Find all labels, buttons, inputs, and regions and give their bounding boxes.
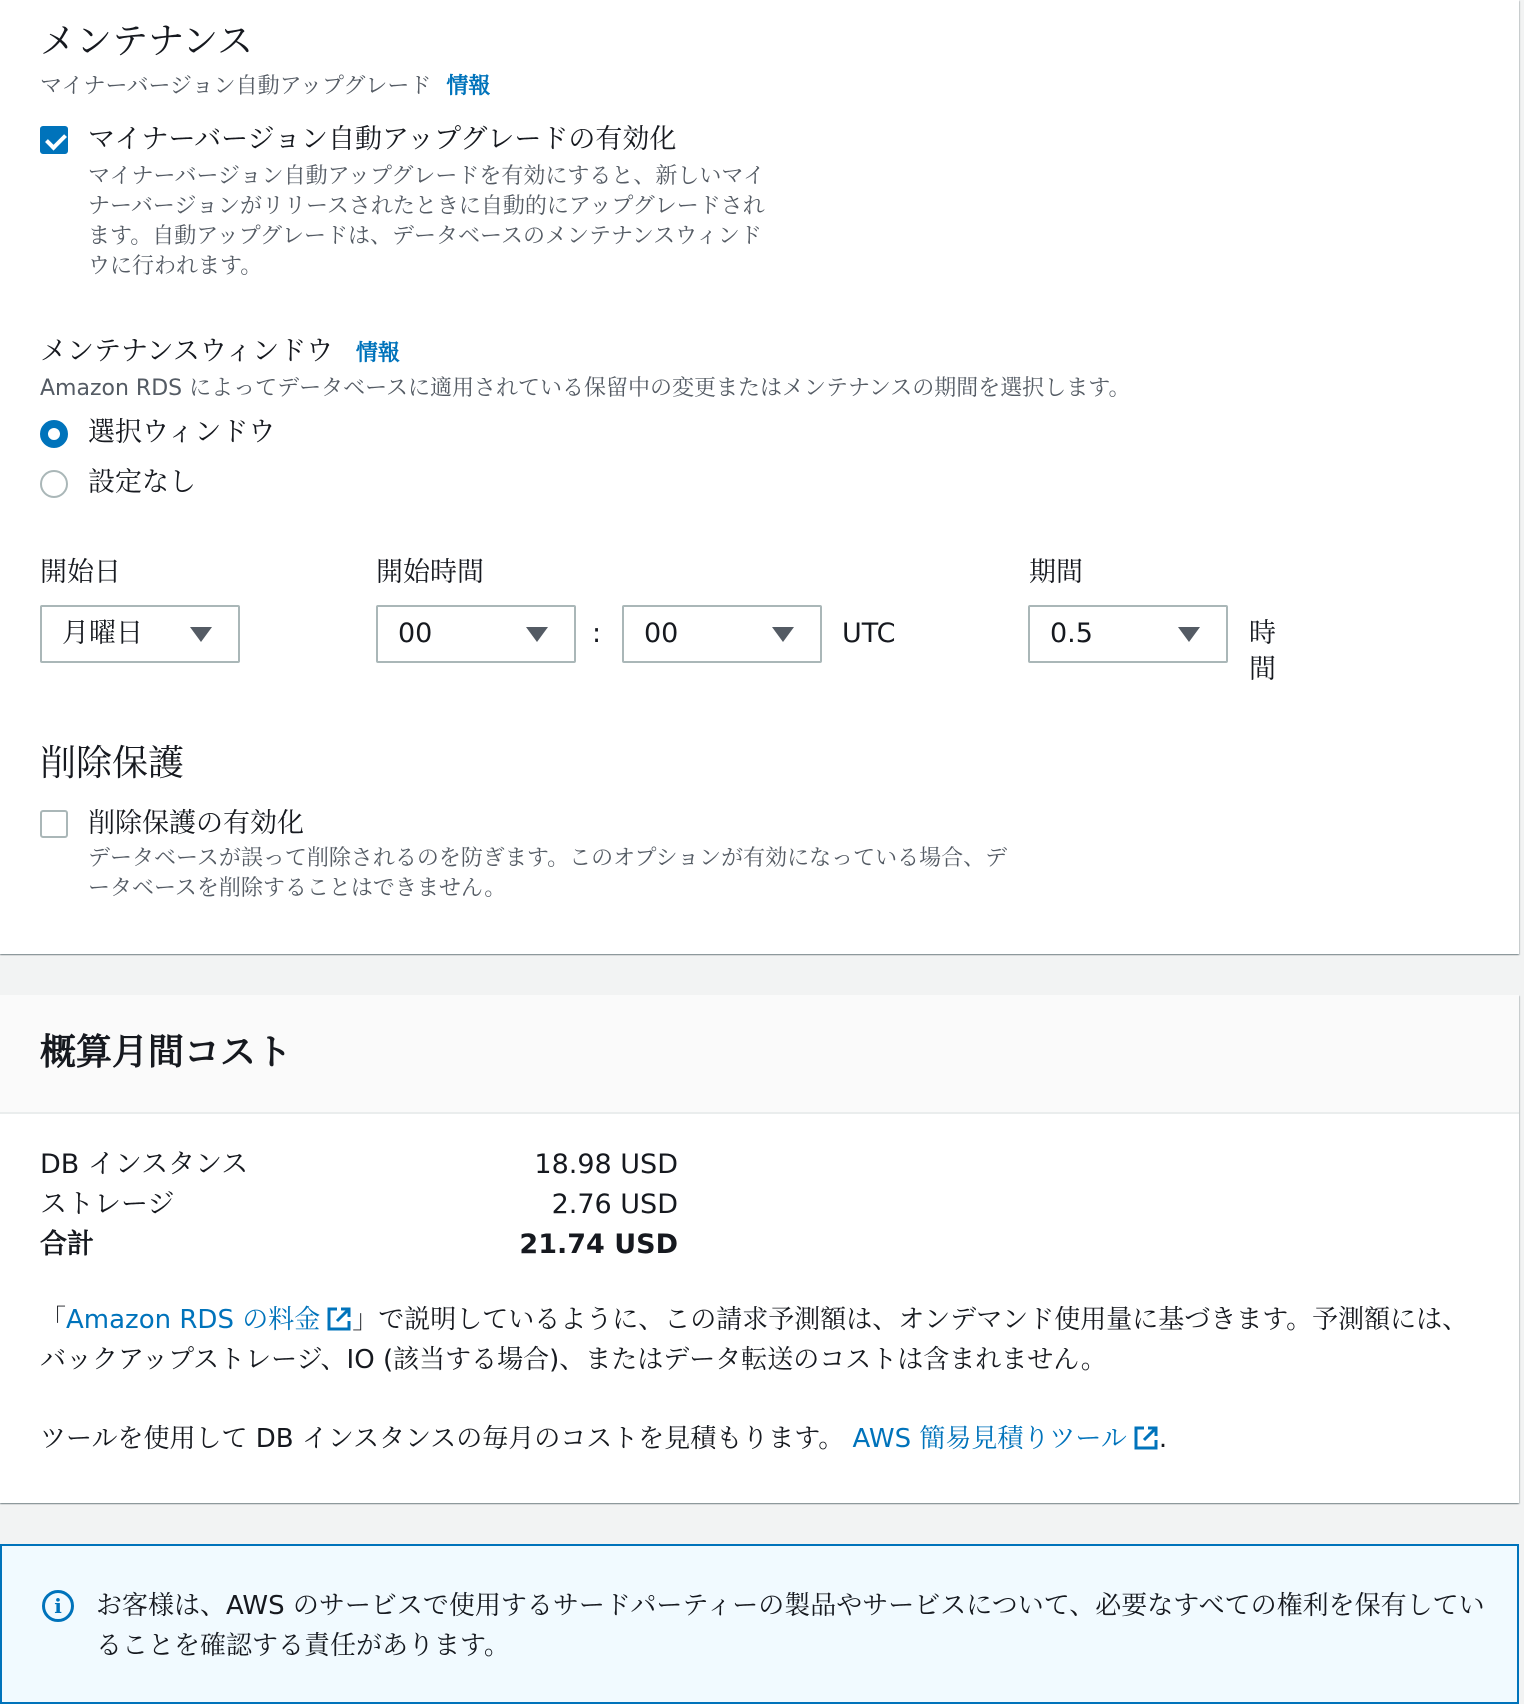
radio-no-preference[interactable] bbox=[40, 470, 68, 498]
minor-upgrade-description-line: ウに行われます。 bbox=[88, 254, 263, 279]
external-link-icon bbox=[326, 1306, 352, 1332]
cost-header-divider bbox=[0, 1112, 1519, 1114]
info-alert-text: お客様は、AWS のサービスで使用するサードパーティーの製品やサービスについて、必要なすべての権利を保有していることを確認する責任があります。 bbox=[96, 1591, 1485, 1661]
deletion-protection-title: 削除保護 bbox=[40, 743, 185, 784]
start-minute-select[interactable] bbox=[622, 605, 822, 663]
maintenance-window-info-link[interactable]: 情報 bbox=[355, 341, 400, 366]
info-alert bbox=[0, 1544, 1519, 1704]
duration-value: 0.5 bbox=[1050, 618, 1093, 649]
chevron-down-icon bbox=[526, 627, 548, 642]
pricing-link[interactable] bbox=[66, 1305, 352, 1335]
duration-unit-line: 時 bbox=[1249, 618, 1276, 649]
minor-upgrade-info-link[interactable]: 情報 bbox=[446, 74, 491, 99]
cost-row-total-value: 21.74 USD bbox=[519, 1229, 678, 1260]
chevron-down-icon bbox=[1178, 627, 1200, 642]
calculator-note bbox=[40, 1419, 1490, 1459]
calculator-text: ツールを使用して DB インスタンスの毎月のコストを見積もります。 bbox=[40, 1424, 853, 1454]
start-minute-value: 00 bbox=[644, 618, 679, 649]
deletion-protection-checkbox[interactable] bbox=[40, 810, 68, 838]
estimated-cost-panel bbox=[0, 995, 1519, 1503]
radio-select-window-label[interactable]: 選択ウィンドウ bbox=[88, 417, 276, 448]
cost-row-storage-label: ストレージ bbox=[40, 1189, 175, 1220]
time-separator: : bbox=[592, 618, 602, 649]
duration-label: 期間 bbox=[1029, 557, 1083, 588]
duration-unit-line: 間 bbox=[1249, 654, 1276, 685]
deletion-protection-description-line: ータベースを削除することはできません。 bbox=[88, 876, 507, 901]
calculator-link[interactable] bbox=[853, 1424, 1159, 1454]
radio-select-window[interactable] bbox=[40, 420, 68, 448]
maintenance-window-title: メンテナンスウィンドウ bbox=[40, 336, 334, 367]
external-link-icon bbox=[1133, 1425, 1159, 1451]
start-hour-select[interactable] bbox=[376, 605, 576, 663]
deletion-protection-label[interactable]: 削除保護の有効化 bbox=[88, 808, 304, 839]
deletion-protection-description-line: データベースが誤って削除されるのを防ぎます。このオプションが有効になっている場合、デ bbox=[88, 846, 1008, 871]
cost-row-total-label: 合計 bbox=[40, 1229, 94, 1260]
maintenance-title: メンテナンス bbox=[40, 21, 254, 62]
start-time-label: 開始時間 bbox=[376, 557, 484, 588]
maintenance-window-heading bbox=[40, 334, 400, 372]
start-day-label: 開始日 bbox=[40, 557, 121, 588]
info-icon: i bbox=[42, 1590, 74, 1622]
start-hour-value: 00 bbox=[398, 618, 433, 649]
cost-note-rest: 」で説明しているように、この請求予測額は、オンデマンド使用量に基づきます。予測額には、バックアップストレージ、IO (該当する場合)、またはデータ転送のコストは含まれません。 bbox=[40, 1305, 1469, 1375]
minor-upgrade-heading-text: マイナーバージョン自動アップグレード bbox=[40, 74, 432, 99]
calculator-link-text: AWS 簡易見積りツール bbox=[852, 1424, 1127, 1454]
minor-upgrade-description-line: ナーバージョンがリリースされたときに自動的にアップグレードされ bbox=[88, 194, 765, 219]
enable-minor-upgrade-checkbox[interactable] bbox=[40, 126, 68, 154]
duration-unit bbox=[1249, 616, 1276, 688]
minor-upgrade-description bbox=[88, 162, 765, 282]
deletion-protection-description bbox=[88, 844, 1007, 904]
cost-note-prefix: 「 bbox=[40, 1305, 67, 1335]
minor-upgrade-description-line: ます。自動アップグレードは、データベースのメンテナンスウィンド bbox=[88, 224, 762, 249]
minor-upgrade-description-line: マイナーバージョン自動アップグレードを有効にすると、新しいマイ bbox=[88, 164, 765, 189]
cost-row-db-instance-label: DB インスタンス bbox=[40, 1149, 249, 1180]
enable-minor-upgrade-label[interactable]: マイナーバージョン自動アップグレードの有効化 bbox=[88, 124, 677, 155]
minor-upgrade-heading bbox=[40, 72, 490, 102]
timezone-label: UTC bbox=[842, 618, 896, 649]
calculator-suffix: . bbox=[1158, 1424, 1168, 1454]
chevron-down-icon bbox=[772, 627, 794, 642]
pricing-link-text: Amazon RDS の料金 bbox=[66, 1305, 321, 1335]
start-day-select[interactable] bbox=[40, 605, 240, 663]
start-day-value: 月曜日 bbox=[62, 618, 143, 649]
cost-title: 概算月間コスト bbox=[40, 1032, 293, 1073]
cost-note bbox=[40, 1300, 1490, 1380]
cost-row-db-instance-value: 18.98 USD bbox=[534, 1149, 678, 1180]
chevron-down-icon bbox=[190, 627, 212, 642]
radio-no-preference-label[interactable]: 設定なし bbox=[88, 467, 196, 498]
duration-select[interactable] bbox=[1028, 605, 1228, 663]
maintenance-window-description: Amazon RDS によってデータベースに適用されている保留中の変更またはメンテナンスの期間を選択します。 bbox=[40, 376, 1131, 401]
cost-row-storage-value: 2.76 USD bbox=[551, 1189, 678, 1220]
